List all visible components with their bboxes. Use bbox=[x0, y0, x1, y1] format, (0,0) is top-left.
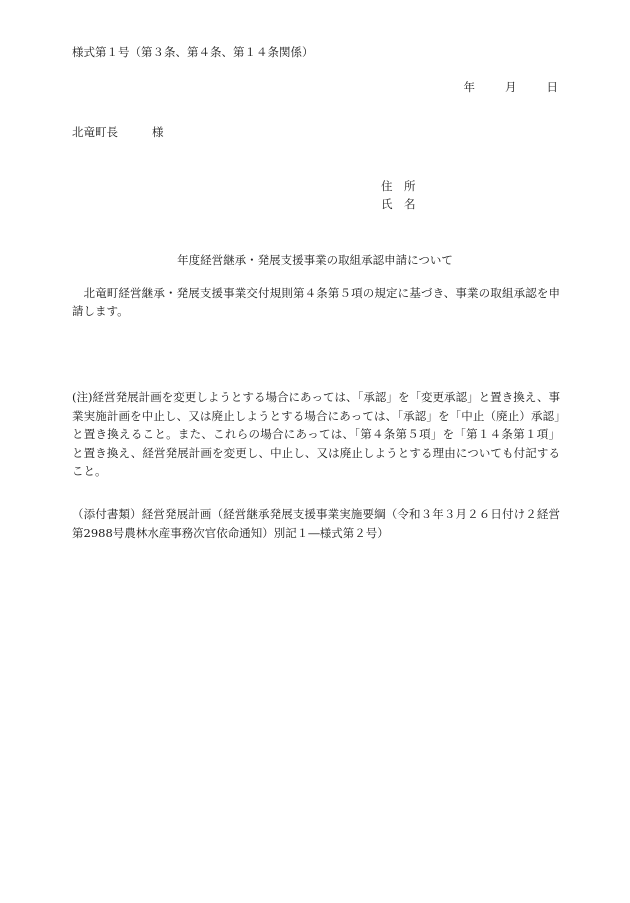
date-line bbox=[464, 82, 559, 94]
addressee-name: 北竜町長 bbox=[72, 125, 118, 139]
addressee-honorific: 様 bbox=[152, 125, 164, 139]
date-year-label: 年 bbox=[463, 80, 475, 94]
note-paragraph: (注)経営発展計画を変更しようとする場合にあっては、「承認」を「変更承認」と置き換え、事業実施計画を中止し、又は廃止しようとする場合にあっては、「承認」を「中止（廃止）承認」と置き換えること。また、これらの場合にあっては、「第４条第５項」を「第１４条第１項」と置き換え、経営発展計画を変更し、中止し、又は廃止しようとする理由についても付記すること。 bbox=[72, 390, 560, 478]
applicant-block bbox=[381, 177, 416, 213]
form-number: 様式第１号（第３条、第４条、第１４条関係） bbox=[72, 45, 314, 59]
attached-documents: （添付書類）経営発展計画（経営継承発展支援事業実施要綱（令和３年３月２６日付け２経営第2988号農林水産事務次官依命通知）別記１―様式第２号） bbox=[72, 507, 560, 540]
date-month-label: 月 bbox=[505, 80, 517, 94]
addressee bbox=[72, 127, 164, 139]
name-label: 氏 名 bbox=[381, 197, 416, 211]
address-label: 住 所 bbox=[381, 179, 416, 193]
document-title: 年度経営継承・発展支援事業の取組承認申請について bbox=[177, 253, 453, 267]
date-day-label: 日 bbox=[546, 80, 558, 94]
application-body: 北竜町経営継承・発展支援事業交付規則第４条第５項の規定に基づき、事業の取組承認を申請します。 bbox=[72, 286, 560, 318]
